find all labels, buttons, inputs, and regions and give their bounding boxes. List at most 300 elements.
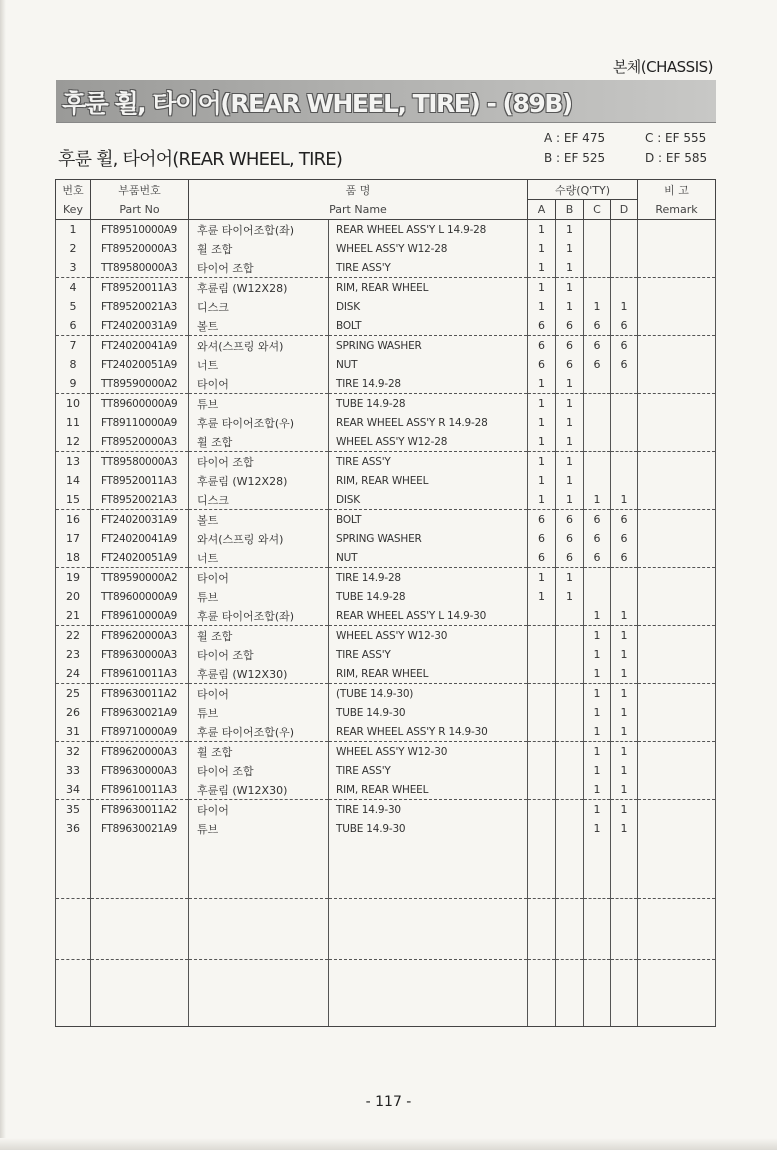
row-qty-a: 1 [528,452,556,472]
empty-cell [329,899,528,960]
row-part-no: FT89630021A9 [91,819,189,838]
table-row [56,413,716,432]
empty-cell [189,899,329,960]
row-key: 7 [56,336,91,356]
row-qty-d: 1 [611,297,638,316]
row-qty-a: 1 [528,297,556,316]
row-name-ko: 타이어 조합 [189,761,329,780]
row-key: 18 [56,548,91,568]
row-qty-a [528,800,556,820]
row-part-no: FT89520000A3 [91,432,189,452]
row-qty-c [584,239,611,258]
row-part-no: TT89580000A3 [91,258,189,278]
empty-cell [584,899,611,960]
row-key: 3 [56,258,91,278]
row-key: 1 [56,220,91,240]
row-qty-b: 1 [556,413,584,432]
empty-row [56,838,716,899]
row-qty-b: 6 [556,529,584,548]
row-qty-a [528,606,556,626]
row-qty-a: 6 [528,548,556,568]
row-remark [638,606,716,626]
empty-cell [329,960,528,1027]
row-qty-d: 1 [611,684,638,704]
row-key: 34 [56,780,91,800]
row-qty-c: 1 [584,703,611,722]
row-part-no: FT24020051A9 [91,548,189,568]
row-remark [638,316,716,336]
table-row [56,645,716,664]
row-part-no: FT89110000A9 [91,413,189,432]
table-row [56,374,716,394]
row-qty-d: 6 [611,336,638,356]
banner-title: 후륜 휠, 타이어(REAR WHEEL, TIRE) - (89B) [62,89,572,118]
row-qty-a: 1 [528,432,556,452]
row-remark [638,258,716,278]
table-row [56,471,716,490]
row-qty-a [528,742,556,762]
row-qty-b: 1 [556,471,584,490]
row-name-en: REAR WHEEL ASS'Y R 14.9-30 [329,722,528,742]
row-qty-c: 6 [584,548,611,568]
row-qty-b [556,626,584,646]
row-part-no: FT24020041A9 [91,529,189,548]
row-key: 35 [56,800,91,820]
row-qty-d: 6 [611,316,638,336]
row-qty-c: 6 [584,529,611,548]
row-name-en: TIRE ASS'Y [329,645,528,664]
table-row [56,452,716,472]
row-part-no: TT89600000A9 [91,587,189,606]
table-row [56,761,716,780]
row-remark [638,664,716,684]
empty-row [56,899,716,960]
row-name-ko: 휠 조합 [189,239,329,258]
row-part-no: FT24020041A9 [91,336,189,356]
row-name-en: RIM, REAR WHEEL [329,780,528,800]
row-name-ko: 디스크 [189,297,329,316]
row-remark [638,394,716,414]
row-qty-b [556,780,584,800]
empty-cell [56,899,91,960]
row-name-en: NUT [329,548,528,568]
divider [56,122,716,123]
row-qty-b: 1 [556,297,584,316]
row-remark [638,761,716,780]
row-qty-b: 1 [556,432,584,452]
row-qty-a: 1 [528,490,556,510]
row-key: 22 [56,626,91,646]
row-name-en: TIRE 14.9-28 [329,374,528,394]
row-qty-b: 1 [556,452,584,472]
row-name-ko: 볼트 [189,510,329,530]
row-qty-a: 6 [528,316,556,336]
row-remark [638,490,716,510]
row-key: 21 [56,606,91,626]
header-part-ko: 부품번호 [91,180,189,200]
empty-cell [556,899,584,960]
row-name-en: TUBE 14.9-28 [329,394,528,414]
row-name-en: TIRE ASS'Y [329,452,528,472]
row-key: 31 [56,722,91,742]
row-key: 26 [56,703,91,722]
row-qty-a: 1 [528,258,556,278]
row-qty-d [611,394,638,414]
row-qty-b: 6 [556,510,584,530]
row-qty-c [584,568,611,588]
row-name-en: TUBE 14.9-28 [329,587,528,606]
row-qty-a [528,626,556,646]
row-qty-a: 1 [528,239,556,258]
row-key: 11 [56,413,91,432]
row-name-en: TUBE 14.9-30 [329,819,528,838]
header-remark-en: Remark [638,200,716,220]
row-remark [638,374,716,394]
table-row [56,819,716,838]
row-qty-c: 1 [584,606,611,626]
row-qty-d [611,471,638,490]
row-part-no: FT89630011A2 [91,684,189,704]
row-qty-c [584,374,611,394]
table-row [56,490,716,510]
row-qty-d [611,413,638,432]
row-name-en: NUT [329,355,528,374]
model-legend-b: B : EF 525 [544,151,606,165]
table-row [56,432,716,452]
row-name-en: REAR WHEEL ASS'Y L 14.9-28 [329,220,528,240]
row-qty-d: 1 [611,722,638,742]
row-name-ko: 후륜림 (W12X28) [189,471,329,490]
row-part-no: FT89610011A3 [91,780,189,800]
row-remark [638,432,716,452]
header-key-en: Key [56,200,91,220]
row-qty-a [528,664,556,684]
row-qty-d: 1 [611,664,638,684]
empty-cell [584,960,611,1027]
row-qty-a: 1 [528,413,556,432]
table-row [56,626,716,646]
row-part-no: FT89620000A3 [91,742,189,762]
row-remark [638,722,716,742]
row-qty-b: 6 [556,355,584,374]
row-name-ko: 후륜림 (W12X30) [189,664,329,684]
row-name-en: TIRE ASS'Y [329,761,528,780]
empty-cell [56,960,91,1027]
empty-cell [528,899,556,960]
row-name-en: RIM, REAR WHEEL [329,278,528,298]
row-qty-d: 1 [611,800,638,820]
row-part-no: TT89590000A2 [91,568,189,588]
row-key: 4 [56,278,91,298]
empty-cell [329,838,528,899]
row-qty-c [584,587,611,606]
row-part-no: TT89600000A9 [91,394,189,414]
table-row [56,548,716,568]
row-key: 14 [56,471,91,490]
row-remark [638,703,716,722]
empty-cell [638,899,716,960]
row-qty-a [528,780,556,800]
table-row [56,394,716,414]
row-qty-a [528,645,556,664]
row-qty-d: 1 [611,645,638,664]
row-qty-d [611,374,638,394]
row-key: 36 [56,819,91,838]
empty-cell [91,960,189,1027]
row-qty-c [584,394,611,414]
row-remark [638,239,716,258]
row-qty-b [556,800,584,820]
row-qty-b: 6 [556,336,584,356]
model-legend-d: D : EF 585 [645,151,708,165]
empty-row [56,960,716,1027]
row-remark [638,684,716,704]
row-name-en: BOLT [329,510,528,530]
row-remark [638,645,716,664]
table-row [56,722,716,742]
row-qty-b [556,664,584,684]
row-remark [638,336,716,356]
row-part-no: FT89630000A3 [91,761,189,780]
page-edge [0,0,6,1150]
header-col-a: A [528,200,556,220]
row-qty-b [556,703,584,722]
row-qty-d: 6 [611,355,638,374]
row-qty-d [611,432,638,452]
table-row [56,297,716,316]
row-qty-b [556,606,584,626]
row-key: 25 [56,684,91,704]
row-qty-a: 1 [528,374,556,394]
row-qty-b: 1 [556,490,584,510]
row-qty-b [556,761,584,780]
row-qty-b: 6 [556,548,584,568]
row-name-en: BOLT [329,316,528,336]
row-qty-b [556,722,584,742]
row-qty-a: 6 [528,355,556,374]
page-subtitle: 후륜 휠, 타어어(REAR WHEEL, TIRE) [58,149,343,170]
row-qty-c: 1 [584,800,611,820]
row-qty-c: 1 [584,645,611,664]
row-part-no: FT89620000A3 [91,626,189,646]
row-qty-d: 6 [611,548,638,568]
header-key-ko: 번호 [56,180,91,200]
section-label: 본체(CHASSIS) [612,58,713,76]
row-name-ko: 휠 조합 [189,742,329,762]
row-name-ko: 타이어 조합 [189,258,329,278]
row-qty-a: 1 [528,471,556,490]
row-name-ko: 타이어 [189,568,329,588]
row-remark [638,413,716,432]
table-row [56,220,716,240]
row-qty-c: 6 [584,316,611,336]
header-col-d: D [611,200,638,220]
empty-cell [56,838,91,899]
row-qty-d: 1 [611,761,638,780]
row-name-en: WHEEL ASS'Y W12-30 [329,626,528,646]
row-qty-a [528,703,556,722]
row-qty-d: 1 [611,626,638,646]
empty-cell [638,960,716,1027]
row-qty-c: 1 [584,819,611,838]
row-qty-c [584,432,611,452]
row-qty-a [528,819,556,838]
row-remark [638,800,716,820]
row-qty-c: 1 [584,664,611,684]
row-key: 10 [56,394,91,414]
header-name-en: Part Name [189,200,528,220]
row-qty-b: 1 [556,374,584,394]
table-row [56,316,716,336]
row-qty-d [611,568,638,588]
row-qty-c [584,278,611,298]
row-remark [638,278,716,298]
row-qty-d [611,278,638,298]
row-name-ko: 후륜림 (W12X28) [189,278,329,298]
table-row [56,742,716,762]
row-remark [638,548,716,568]
row-name-en: RIM, REAR WHEEL [329,471,528,490]
header-qty: 수량(Q'TY) [528,180,638,200]
row-qty-b [556,819,584,838]
row-name-en: SPRING WASHER [329,529,528,548]
row-name-en: WHEEL ASS'Y W12-30 [329,742,528,762]
row-name-ko: 휠 조합 [189,432,329,452]
row-name-ko: 너트 [189,355,329,374]
row-qty-a [528,761,556,780]
table-row [56,336,716,356]
row-name-en: (TUBE 14.9-30) [329,684,528,704]
row-qty-a: 6 [528,529,556,548]
row-name-ko: 튜브 [189,819,329,838]
row-part-no: FT89630011A2 [91,800,189,820]
table-row [56,606,716,626]
table-row [56,239,716,258]
row-name-ko: 튜브 [189,587,329,606]
row-part-no: TT89580000A3 [91,452,189,472]
row-qty-c: 1 [584,490,611,510]
row-qty-c: 1 [584,684,611,704]
row-part-no: FT89630000A3 [91,645,189,664]
row-qty-c [584,220,611,240]
row-key: 17 [56,529,91,548]
empty-cell [189,838,329,899]
row-qty-d: 1 [611,703,638,722]
row-key: 15 [56,490,91,510]
empty-cell [611,899,638,960]
row-qty-d: 1 [611,606,638,626]
row-name-ko: 휠 조합 [189,626,329,646]
table-row [56,278,716,298]
row-qty-a: 1 [528,394,556,414]
row-key: 5 [56,297,91,316]
row-remark [638,471,716,490]
empty-cell [91,838,189,899]
row-name-ko: 타이어 [189,800,329,820]
row-qty-b: 1 [556,394,584,414]
row-key: 9 [56,374,91,394]
row-qty-d [611,239,638,258]
table-row [56,355,716,374]
row-qty-a [528,684,556,704]
row-qty-a: 6 [528,510,556,530]
row-qty-b: 1 [556,239,584,258]
row-qty-b: 1 [556,278,584,298]
row-key: 19 [56,568,91,588]
empty-cell [556,960,584,1027]
row-qty-a: 1 [528,220,556,240]
table-row [56,664,716,684]
row-qty-d: 6 [611,510,638,530]
row-qty-d: 1 [611,819,638,838]
row-name-ko: 와셔(스프링 와셔) [189,336,329,356]
row-qty-c: 1 [584,761,611,780]
row-remark [638,819,716,838]
row-name-en: TIRE 14.9-30 [329,800,528,820]
row-qty-b [556,742,584,762]
row-qty-b [556,645,584,664]
row-remark [638,452,716,472]
row-part-no: FT89520021A3 [91,490,189,510]
row-key: 23 [56,645,91,664]
row-qty-c: 6 [584,336,611,356]
row-key: 24 [56,664,91,684]
header-name-ko: 품 명 [189,180,528,200]
row-key: 16 [56,510,91,530]
row-qty-c [584,452,611,472]
row-qty-b: 1 [556,258,584,278]
row-remark [638,510,716,530]
table-row [56,568,716,588]
table-row [56,510,716,530]
row-qty-d: 1 [611,780,638,800]
table-row [56,780,716,800]
row-name-en: TIRE ASS'Y [329,258,528,278]
row-part-no: FT89510000A9 [91,220,189,240]
row-qty-c [584,413,611,432]
row-name-ko: 튜브 [189,703,329,722]
row-name-ko: 타이어 [189,684,329,704]
empty-cell [611,960,638,1027]
table-row [56,587,716,606]
row-part-no: FT89520011A3 [91,471,189,490]
row-qty-d [611,220,638,240]
row-qty-c: 1 [584,742,611,762]
row-key: 12 [56,432,91,452]
row-name-ko: 후륜 타이어조합(우) [189,413,329,432]
row-name-ko: 튜브 [189,394,329,414]
row-name-en: WHEEL ASS'Y W12-28 [329,239,528,258]
row-name-ko: 타이어 조합 [189,645,329,664]
row-qty-a: 1 [528,587,556,606]
row-key: 20 [56,587,91,606]
page-edge [0,1138,777,1150]
row-name-en: WHEEL ASS'Y W12-28 [329,432,528,452]
table-row [56,703,716,722]
parts-table-body [56,220,716,1027]
empty-cell [91,899,189,960]
row-part-no: FT24020031A9 [91,510,189,530]
parts-table [55,179,716,1027]
row-key: 32 [56,742,91,762]
row-name-ko: 와셔(스프링 와셔) [189,529,329,548]
header-col-b: B [556,200,584,220]
row-remark [638,742,716,762]
row-qty-c: 1 [584,780,611,800]
model-legend-a: A : EF 475 [544,131,606,145]
row-name-en: TUBE 14.9-30 [329,703,528,722]
row-key: 8 [56,355,91,374]
